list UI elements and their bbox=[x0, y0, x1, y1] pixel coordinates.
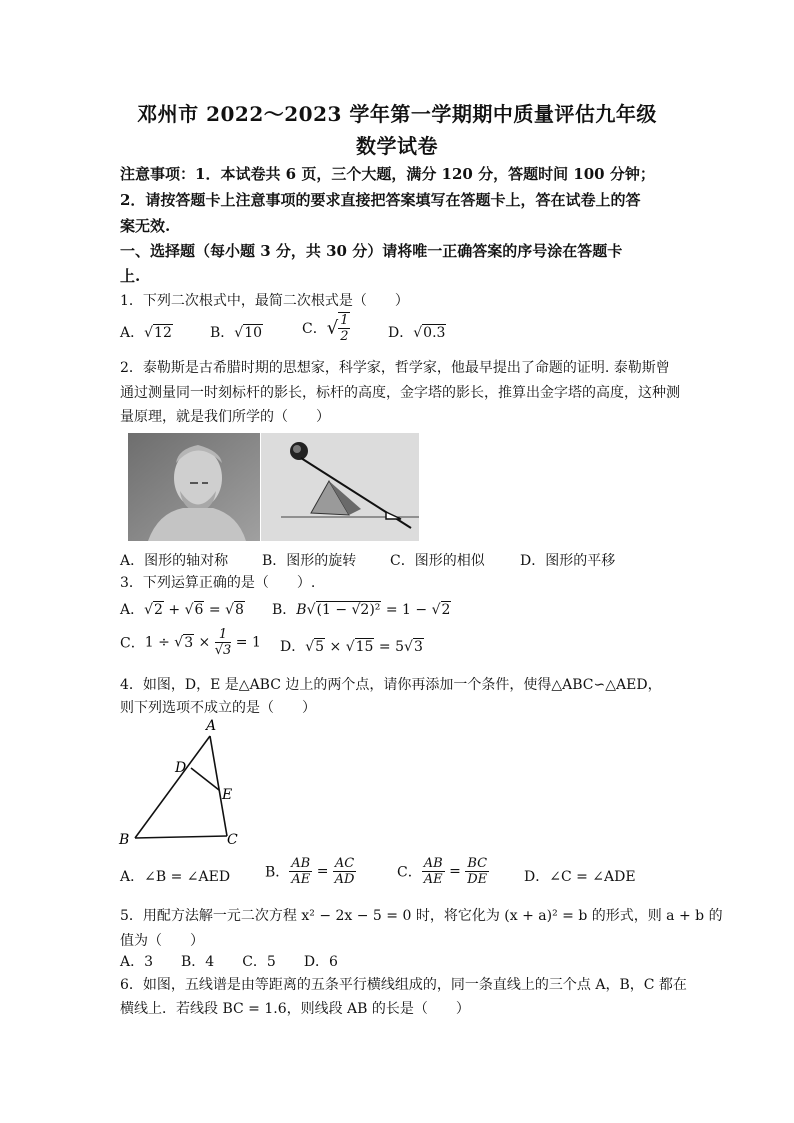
label-a: A bbox=[206, 718, 217, 734]
exam-title: 邓州市 2022～2023 学年第一学期期中质量评估九年级 bbox=[137, 102, 657, 126]
q3-stem: 3．下列运算正确的是（ ）. bbox=[120, 575, 316, 591]
q5-options: A．3 B．4 C．5 D．6 bbox=[120, 954, 338, 970]
q4-line-2: 则下列选项不成立的是（ ） bbox=[120, 700, 316, 716]
side-ab bbox=[135, 736, 210, 838]
thales-bust-image bbox=[128, 433, 260, 541]
q4-option-a: A．∠B = ∠AED bbox=[120, 869, 231, 885]
q2-line-1: 2．泰勒斯是古希腊时期的思想家，科学家，哲学家，他最早提出了命题的证明. 泰勒斯曾 bbox=[120, 360, 670, 376]
q4-option-d: D．∠C = ∠ADE bbox=[524, 869, 636, 885]
q2-option-b: B．图形的旋转 bbox=[262, 553, 357, 569]
q1-a-radicand: 12 bbox=[154, 325, 172, 341]
q2-line-3: 量原理，就是我们所学的（ ） bbox=[120, 409, 330, 425]
segment-de bbox=[191, 768, 219, 790]
q1-b-radicand: 10 bbox=[244, 325, 263, 341]
pyramid-shadow-image bbox=[261, 433, 419, 541]
q4-triangle-figure bbox=[115, 716, 255, 848]
q1-option-a: A．√12 bbox=[120, 325, 172, 341]
section1-heading-line-2: 上. bbox=[120, 267, 141, 285]
q1-option-c: C．√ $\frac{1}{2}$ bbox=[302, 313, 349, 344]
q2-option-c: C．图形的相似 bbox=[390, 553, 485, 569]
q2-option-d: D．图形的平移 bbox=[520, 553, 616, 569]
q6-line-2: 横线上．若线段 BC = 1.6，则线段 AB 的长是（ ） bbox=[120, 1001, 470, 1017]
notes-line-2: 2．请按答题卡上注意事项的要求直接把答案填写在答题卡上，答在试卷上的答 bbox=[120, 191, 641, 209]
q1-option-b: B．√10 bbox=[210, 325, 263, 341]
q1-stem: 1．下列二次根式中，最简二次根式是（ ） bbox=[120, 293, 409, 309]
q1-c-denominator: 2 bbox=[340, 329, 349, 344]
q2-line-2: 通过测量同一时刻标杆的影长，标杆的高度，金字塔的影长，推算出金字塔的高度，这种测 bbox=[120, 385, 680, 401]
q4-line-1: 4．如图，D，E 是△ABC 边上的两个点，请你再添加一个条件，使得△ABC∽△AED， bbox=[120, 677, 662, 693]
label-d: D bbox=[175, 760, 187, 776]
q3-option-c: C．1 ÷ √3 × $\frac{1}{√3}$ = 1 bbox=[120, 627, 261, 658]
q3-option-b: B．B√(1 − √2)² = 1 − √2 bbox=[272, 602, 451, 618]
q5-line-2: 值为（ ） bbox=[120, 933, 204, 949]
q1-d-radicand: 0.3 bbox=[423, 325, 446, 341]
q1-c-numerator: 1 bbox=[340, 313, 349, 328]
q3-option-a: A．√2 + √6 = √8 bbox=[120, 602, 244, 618]
label-b: B bbox=[119, 832, 130, 848]
q4-option-c: C． $\frac{AB}{AE}$ = $\frac{BC}{DE}$ bbox=[397, 856, 488, 887]
notes-line-3: 案无效. bbox=[120, 217, 171, 235]
q2-option-a: A．图形的轴对称 bbox=[120, 553, 229, 569]
q4-option-b: B． $\frac{AB}{AE}$ = $\frac{AC}{AD}$ bbox=[265, 856, 355, 887]
side-ac bbox=[210, 736, 227, 836]
label-e: E bbox=[222, 787, 233, 803]
side-bc bbox=[135, 836, 227, 838]
label-c: C bbox=[227, 832, 238, 848]
exam-subtitle: 数学试卷 bbox=[356, 134, 438, 158]
notes-line-1: 注意事项：1．本试卷共 6 页，三个大题，满分 120 分，答题时间 100 分钟； bbox=[120, 165, 655, 183]
q3-option-d: D．√5 × √15 = 5√3 bbox=[280, 639, 423, 655]
q5-line-1: 5．用配方法解一元二次方程 x² − 2x − 5 = 0 时，将它化为 (x + a)² = b 的形式，则 a + b 的 bbox=[120, 908, 723, 924]
q6-line-1: 6．如图，五线谱是由等距离的五条平行横线组成的，同一条直线上的三个点 A，B，C 都在 bbox=[120, 977, 687, 993]
section1-heading-line-1: 一、选择题（每小题 3 分，共 30 分）请将唯一正确答案的序号涂在答题卡 bbox=[120, 242, 623, 260]
q1-option-d: D．√0.3 bbox=[388, 325, 446, 341]
